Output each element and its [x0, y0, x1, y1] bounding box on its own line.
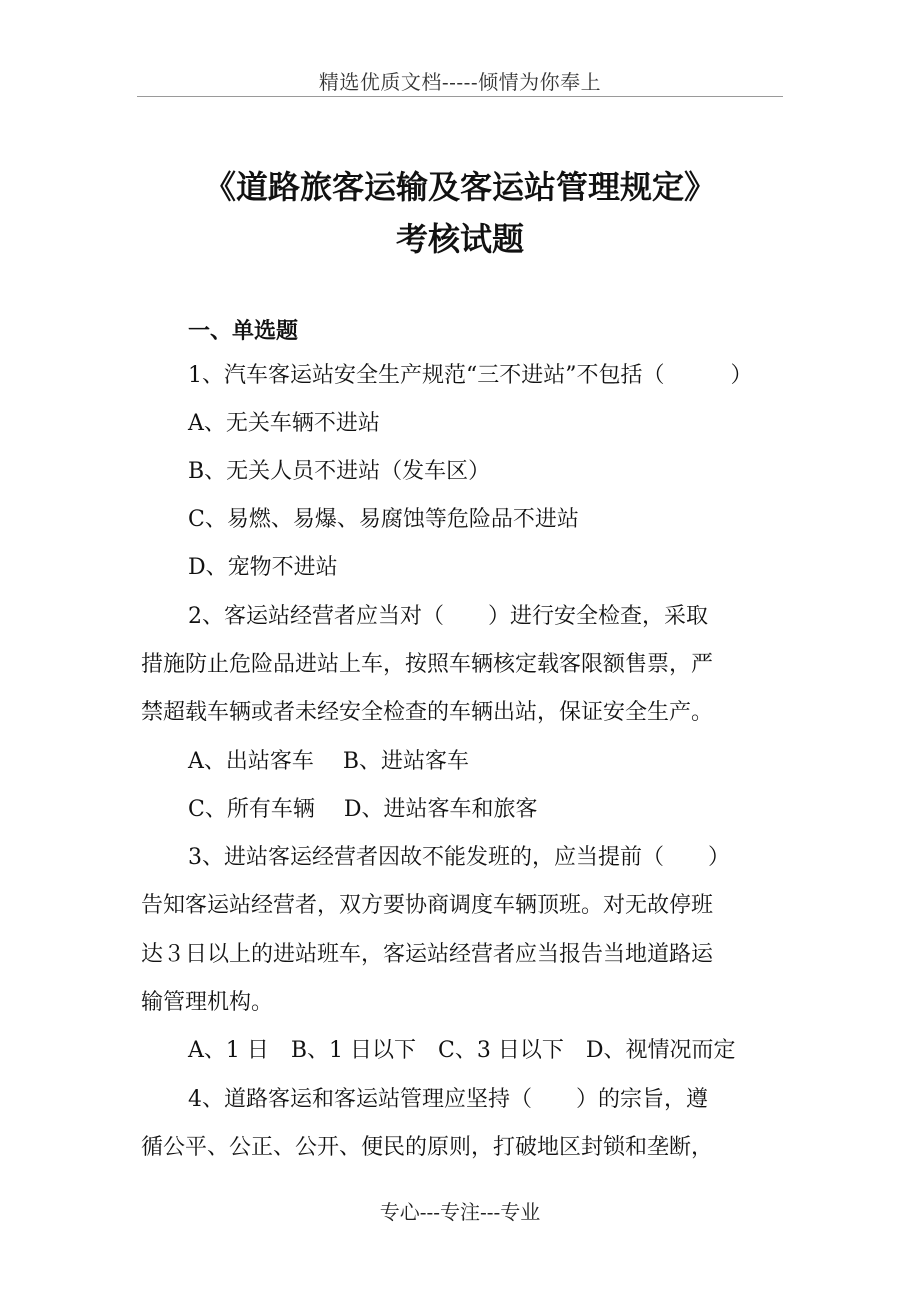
question-2-continued: 禁超载车辆或者未经安全检查的车辆出站，保证安全生产。 [141, 700, 714, 725]
question-3-continued: 告知客运站经营者，双方要协商调度车辆顶班。对无故停班 [141, 893, 714, 918]
document-subtitle: 考核试题 [395, 220, 524, 258]
question-3: 3、进站客运经营者因故不能发班的，应当提前（ ） [188, 845, 730, 870]
question-1-option-b: B、无关人员不进站（发车区） [188, 459, 491, 484]
question-3-options: A、1 日 B、1 日以下 C、3 日以下 D、视情况而定 [188, 1038, 736, 1063]
question-1-option-a: A、无关车辆不进站 [188, 411, 380, 436]
question-1: 1、汽车客运站安全生产规范“三不进站”不包括（ ） [188, 363, 753, 388]
page-header: 精选优质文档-----倾情为你奉上 [318, 70, 602, 94]
question-4: 4、道路客运和客运站管理应坚持（ ）的宗旨，遵 [188, 1087, 708, 1112]
question-1-option-d: D、宠物不进站 [188, 555, 338, 580]
question-2: 2、客运站经营者应当对（ ）进行安全检查，采取 [188, 604, 708, 629]
question-2-continued: 措施防止危险品进站上车，按照车辆核定载客限额售票，严 [141, 652, 714, 677]
section-heading: 一、单选题 [188, 319, 299, 344]
question-2-options-cd: C、所有车辆 D、进站客车和旅客 [188, 797, 538, 822]
question-3-continued: 输管理机构。 [141, 990, 274, 1015]
question-3-continued: 达３日以上的进站班车，客运站经营者应当报告当地道路运 [141, 942, 714, 967]
document-title: 《道路旅客运输及客运站管理规定》 [203, 168, 716, 206]
question-2-options-ab: A、出站客车 B、进站客车 [188, 749, 470, 774]
page-footer: 专心---专注---专业 [379, 1200, 541, 1224]
header-divider [137, 96, 783, 97]
question-4-continued: 循公平、公正、公开、便民的原则，打破地区封锁和垄断， [141, 1135, 714, 1160]
question-1-option-c: C、易燃、易爆、易腐蚀等危险品不进站 [188, 507, 579, 532]
